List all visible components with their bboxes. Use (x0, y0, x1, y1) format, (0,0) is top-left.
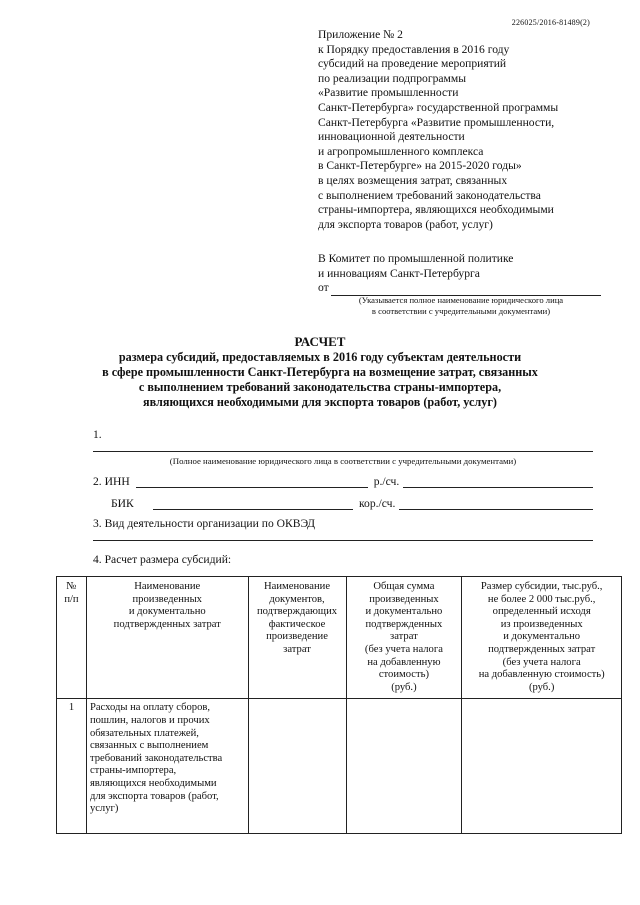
rs-label: р./сч. (373, 475, 400, 488)
from-field[interactable] (318, 281, 618, 296)
document-title-block (60, 334, 580, 410)
document-title: РАСЧЕТ (294, 334, 346, 349)
bik-label: БИК (111, 497, 134, 510)
table-row (57, 699, 622, 834)
appendix-line: «Развитие промышленности (318, 86, 459, 100)
org-name-note (330, 295, 592, 317)
table-header-row (57, 577, 622, 699)
company-name-note: (Полное наименование юридического лица в соответствии с учредительными документами) (169, 456, 517, 466)
subsidy-calc-table (56, 576, 622, 834)
subtitle-line: являющихся необходимыми для экспорта товаров (работ, услуг) (143, 395, 497, 409)
rs-blank-line[interactable] (403, 476, 593, 488)
bik-blank-line[interactable] (153, 498, 353, 510)
inn-blank-line[interactable] (136, 476, 368, 488)
ks-blank-line[interactable] (399, 498, 593, 510)
document-id: 226025/2016-81489(2) (511, 18, 590, 27)
subsidy-calc-label: 4. Расчет размера субсидий: (93, 553, 232, 566)
appendix-line: субсидий на проведение мероприятий (318, 57, 507, 71)
appendix-line: инновационной деятельности (318, 130, 465, 144)
appendix-header (318, 28, 618, 232)
col-header-expense-name: Наименование произведенных и документально подтвержденных затрат (86, 577, 248, 699)
cell-number: 1 (57, 699, 87, 834)
from-blank-line[interactable] (331, 283, 601, 296)
cell-total-amount[interactable] (346, 699, 462, 834)
subtitle-line: с выполнением требований законодательства страны-импортера, (138, 380, 502, 394)
col-header-subsidy-amount: Размер субсидии, тыс.руб., не более 2 000 тыс.руб., определенный исходя из произведенных и документально подтвержденных затрат (без учета налога на добавленную стоимость) (руб.) (462, 577, 622, 699)
company-name-blank-line[interactable] (93, 451, 593, 452)
cell-expense-name: Расходы на оплату сборов, пошлин, налогов и прочих обязательных платежей, связанных с выполнением требований законодательства страны-импортера, являющихся необходимыми для экспорта товаров (работ, услуг) (86, 699, 248, 834)
appendix-line: и агропромышленного комплекса (318, 144, 484, 158)
subtitle-line: размера субсидий, предоставляемых в 2016 году субъектам деятельности (118, 350, 522, 364)
okved-label: 3. Вид деятельности организации по ОКВЭД (93, 517, 316, 530)
committee-line: и инновациям Санкт-Петербурга (318, 266, 480, 280)
appendix-line: Санкт-Петербурга» государственной программы (318, 100, 559, 114)
committee-line: В Комитет по промышленной политике (318, 252, 514, 265)
recipient-block (318, 252, 618, 296)
item1-label: 1. (93, 428, 102, 441)
col-header-documents: Наименование документов, подтверждающих фактическое произведение затрат (248, 577, 346, 699)
org-note-line: в соответствии с учредительными документами) (371, 306, 551, 316)
appendix-line: для экспорта товаров (работ, услуг) (318, 217, 493, 231)
appendix-line: в Санкт-Петербурге» на 2015-2020 годы» (318, 159, 522, 173)
org-note-line: (Указывается полное наименование юридического лица (358, 295, 564, 305)
ks-label: кор./сч. (359, 497, 396, 510)
inn-label: 2. ИНН (93, 475, 130, 488)
appendix-line: страны-импортера, являющихся необходимыми (318, 203, 554, 217)
okved-blank-line[interactable] (93, 540, 593, 541)
appendix-line: Санкт-Петербурга «Развитие промышленности, (318, 115, 555, 129)
col-header-number: № п/п (57, 577, 87, 699)
appendix-line: по реализации подпрограммы (318, 71, 466, 85)
col-header-total-amount: Общая сумма произведенных и документально подтвержденных затрат (без учета налога на добавленную стоимость) (руб.) (346, 577, 462, 699)
inn-row (93, 475, 593, 488)
appendix-line: Приложение № 2 (318, 28, 403, 41)
appendix-line: с выполнением требований законодательства (318, 188, 541, 202)
appendix-line: в целях возмещения затрат, связанных (318, 173, 508, 187)
subtitle-line: в сфере промышленности Санкт-Петербурга на возмещение затрат, связанных (102, 365, 538, 379)
bik-row (93, 497, 593, 510)
cell-documents[interactable] (248, 699, 346, 834)
cell-subsidy-amount[interactable] (462, 699, 622, 834)
appendix-line: к Порядку предоставления в 2016 году (318, 42, 510, 56)
from-label: от (318, 281, 329, 295)
